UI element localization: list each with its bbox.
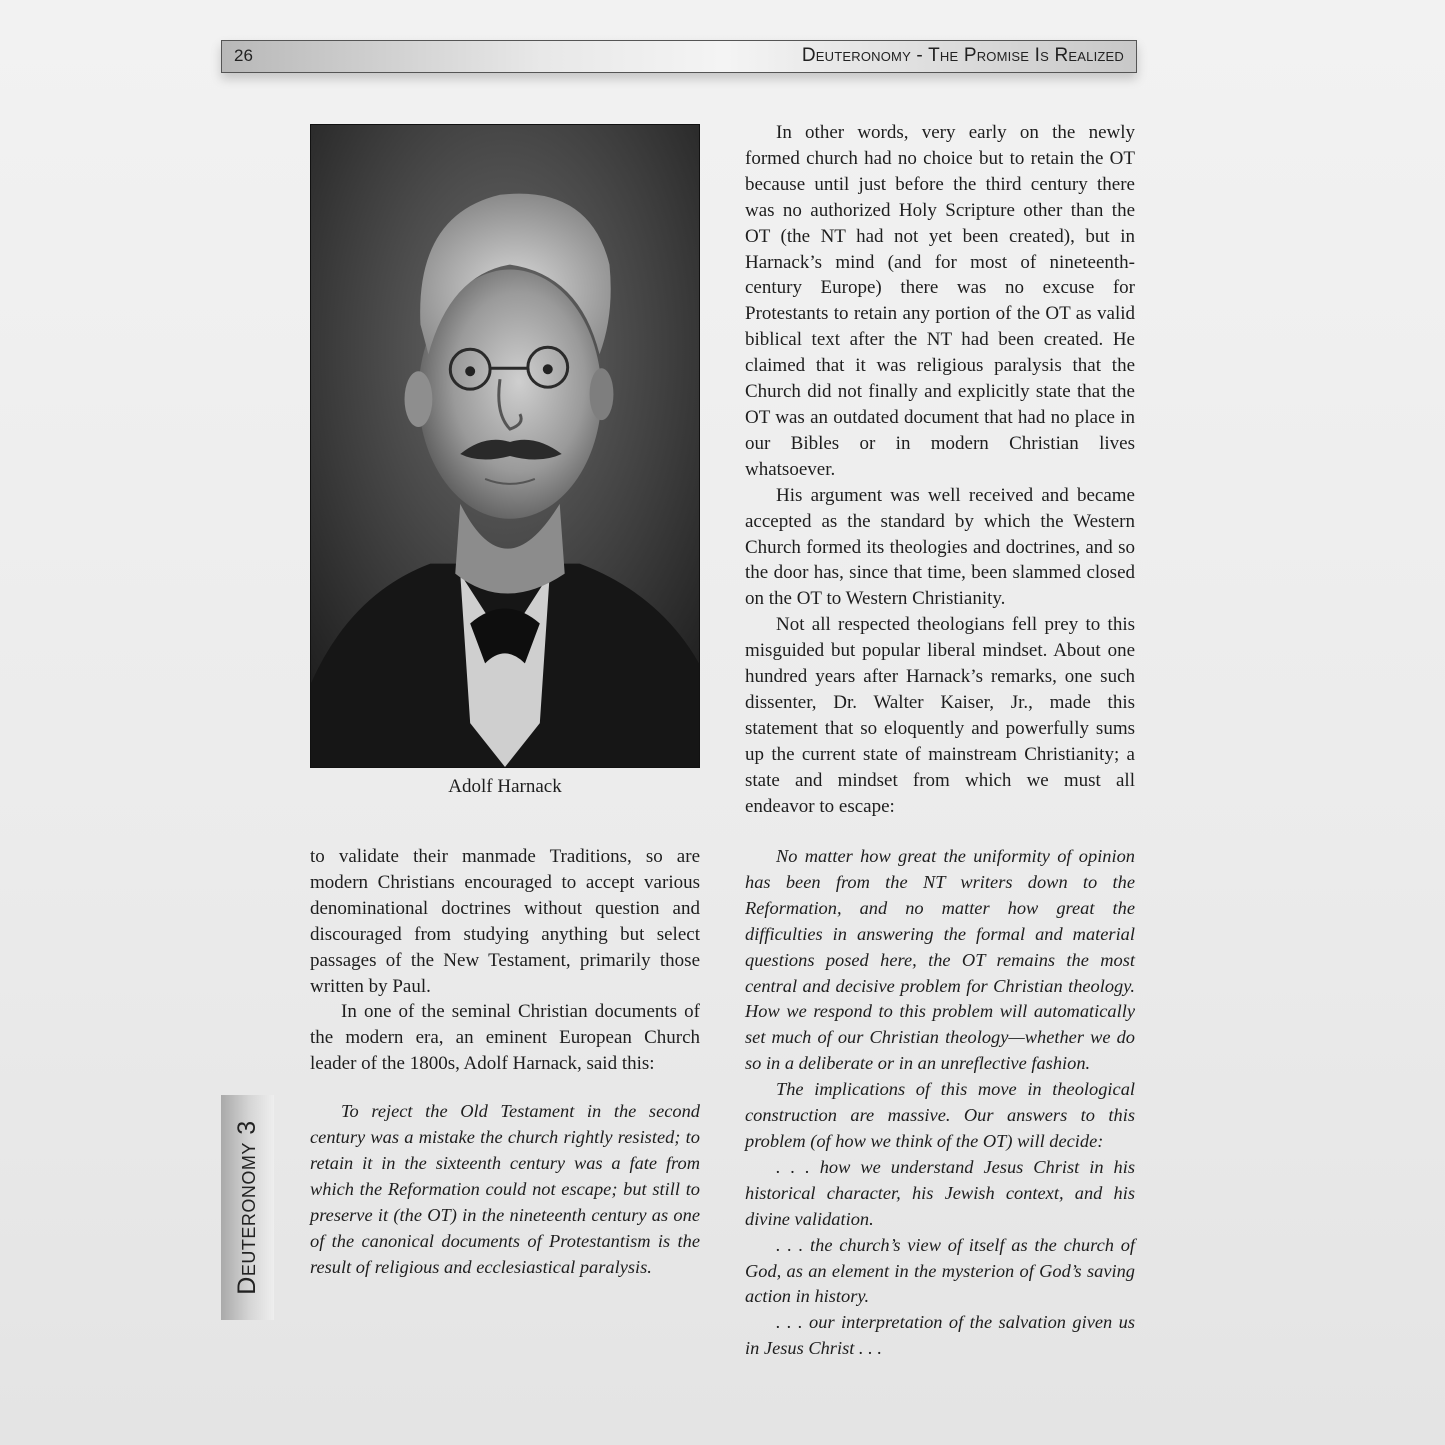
page-header-bar	[221, 40, 1137, 73]
right-column-top	[745, 120, 1135, 819]
block-quote: To reject the Old Testament in the second century was a mistake the church rightly resisted; to retain it in the sixteenth century was a fate from which the Reformation could not escape; but still to preserve it (the OT) in the nineteenth century as one of the canonical documents of Protestantism is the result of religious and ecclesiastical paralysis.	[310, 1101, 700, 1277]
portrait-illustration	[311, 125, 699, 767]
paragraph: Not all respected theologians fell prey to this misguided but popular liberal mindset. About one hundred years after Harnack’s remarks, one such dissenter, Dr. Walter Kaiser, Jr., made this statement that so eloquently and powerfully sums up the current state of mainstream Christianity; a state and mindset from which we must all endeavor to escape:	[745, 614, 1135, 817]
running-title: Deuteronomy - The Promise Is Realized	[801, 45, 1124, 66]
photo-caption: Adolf Harnack	[448, 776, 562, 797]
quote-paragraph: . . . how we understand Jesus Christ in his historical character, his Jewish context, and his divine validation.	[745, 1156, 1135, 1229]
quote-paragraph: . . . the church’s view of itself as the church of God, as an element in the mysterion of God’s saving action in history.	[745, 1234, 1135, 1307]
right-column-bottom	[745, 844, 1135, 1362]
page-number: 26	[234, 46, 253, 65]
paragraph: In one of the seminal Christian documents of the modern era, an eminent European Church leader of the 1800s, Adolf Harnack, said this:	[310, 1001, 700, 1075]
quote-paragraph: The implications of this move in theological construction are massive. Our answers to this problem (of how we think of the OT) will decide:	[745, 1079, 1135, 1151]
left-column-bottom	[310, 844, 700, 1281]
paragraph: In other words, very early on the newly formed church had no choice but to retain the OT because until just before the third century there was no authorized Holy Scripture other than the OT (the NT had not yet been created), but in Harnack’s mind (and for most of nineteenth-century Europe) there was no excuse for Protestants to retain any portion of the OT as valid biblical text after the NT had been created. He claimed that it was religious paralysis that the Church did not finally and explicitly state that the OT was an outdated document that had no place in our Bibles or in modern Christian lives whatsoever.	[745, 122, 1135, 480]
chapter-side-tab-label: Deuteronomy 3	[233, 1120, 261, 1295]
paragraph: to validate their manmade Traditions, so are modern Christians encouraged to accept various denominational doctrines without question and discouraged from studying anything but select passages of the New Testament, primarily those written by Paul.	[310, 846, 700, 997]
paragraph: His argument was well received and became accepted as the standard by which the Western Church formed its theologies and doctrines, and so the door has, since that time, been slammed closed on the OT to Western Christianity.	[745, 484, 1135, 610]
portrait-photo	[310, 124, 700, 768]
chapter-side-tab	[221, 1095, 274, 1320]
quote-paragraph: No matter how great the uniformity of opinion has been from the NT writers down to the Reformation, and no matter how great the difficulties in answering the formal and material questions posed here, the OT remains the most central and decisive problem for Christian theology. How we respond to this problem will automatically set much of our Christian theology—whether we do so in a deliberate or in an unreflective fashion.	[745, 846, 1135, 1074]
quote-paragraph: . . . our interpretation of the salvation given us in Jesus Christ . . .	[745, 1312, 1135, 1359]
